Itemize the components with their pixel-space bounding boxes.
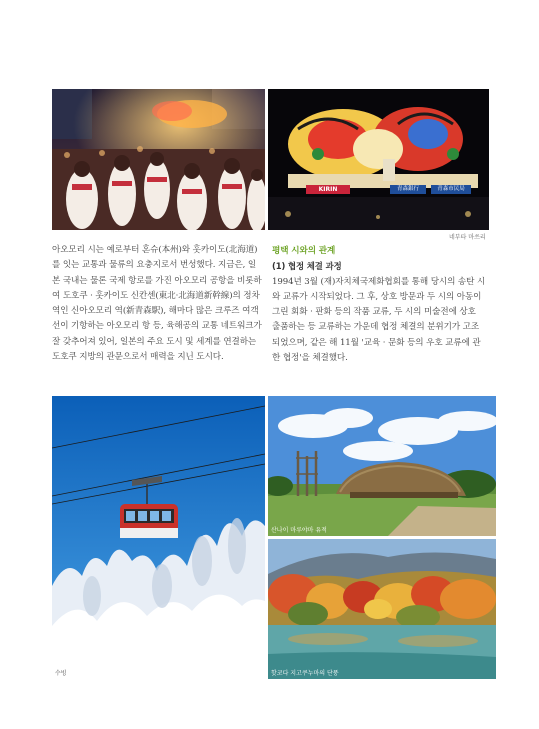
relation-section [272, 244, 490, 366]
ropeway-photo [52, 396, 265, 679]
city-sign: 青森市民局 [437, 186, 465, 192]
text-line: 선이 기항하는 아오모리 항 등, 육해공의 교통 네트워크가 [52, 321, 262, 332]
section-heading: 평택 시와의 관계 [272, 246, 336, 256]
autumn-pond-photo [268, 539, 496, 679]
text-line: 여 도호쿠 · 홋카이도 신칸센(東北·北海道新幹線)의 정차 [52, 290, 260, 301]
text-line: 되었으며, 같은 해 11월 '교육 · 문화 등의 우호 교류에 관 [272, 337, 481, 348]
text-line: 역인 신아오모리 역(新青森駅), 해마다 많은 크루즈 여객 [52, 306, 259, 317]
text-line: 1994년 3월 (재)자치체국제화협회를 통해 당시의 송탄 시 [272, 276, 486, 287]
text-line: 도호쿠 지방의 관문으로서 매력을 지닌 도시다. [52, 352, 224, 363]
bank-sign: 青森銀行 [396, 186, 419, 192]
festival-crowd-photo [52, 89, 265, 230]
nebuta-caption: 네부타 마쓰리 [449, 234, 486, 241]
autumn-caption: 핫코다 지고쿠누마의 단풍 [271, 670, 339, 677]
text-line: 한 협정'을 체결했다. [272, 353, 348, 364]
text-line: 출품하는 등 교류하는 가운데 협정 체결의 분위기가 고조 [272, 322, 480, 333]
city-description [52, 243, 268, 365]
text-line: 그린 회화 · 판화 등의 작품 교류, 두 시의 미술전에 상호 [272, 307, 476, 318]
ropeway-caption: 수빙 [55, 670, 67, 677]
kirin-sign: KIRIN [318, 186, 338, 193]
nebuta-float-photo [268, 89, 489, 230]
sannai-site-photo [268, 396, 496, 536]
text-line: 아오모리 시는 예로부터 혼슈(本州)와 홋카이도(北海道) [52, 245, 258, 255]
section-subheading: (1) 협정 체결 과정 [272, 261, 342, 272]
text-line: 본 국내는 물론 국제 항로를 가진 아오모리 공항을 비롯하 [52, 275, 262, 286]
sannai-caption: 산나이 마루야마 유적 [271, 527, 327, 534]
text-line: 잘 갖추어져 있어, 일본의 주요 도시 및 세계를 연결하는 [52, 336, 257, 347]
text-line: 를 잇는 교통과 물류의 요충지로서 번성했다. 지금은, 일 [52, 260, 257, 271]
text-line: 와 교류가 시작되었다. 그 후, 상호 방문과 두 시의 아동이 [272, 291, 482, 302]
